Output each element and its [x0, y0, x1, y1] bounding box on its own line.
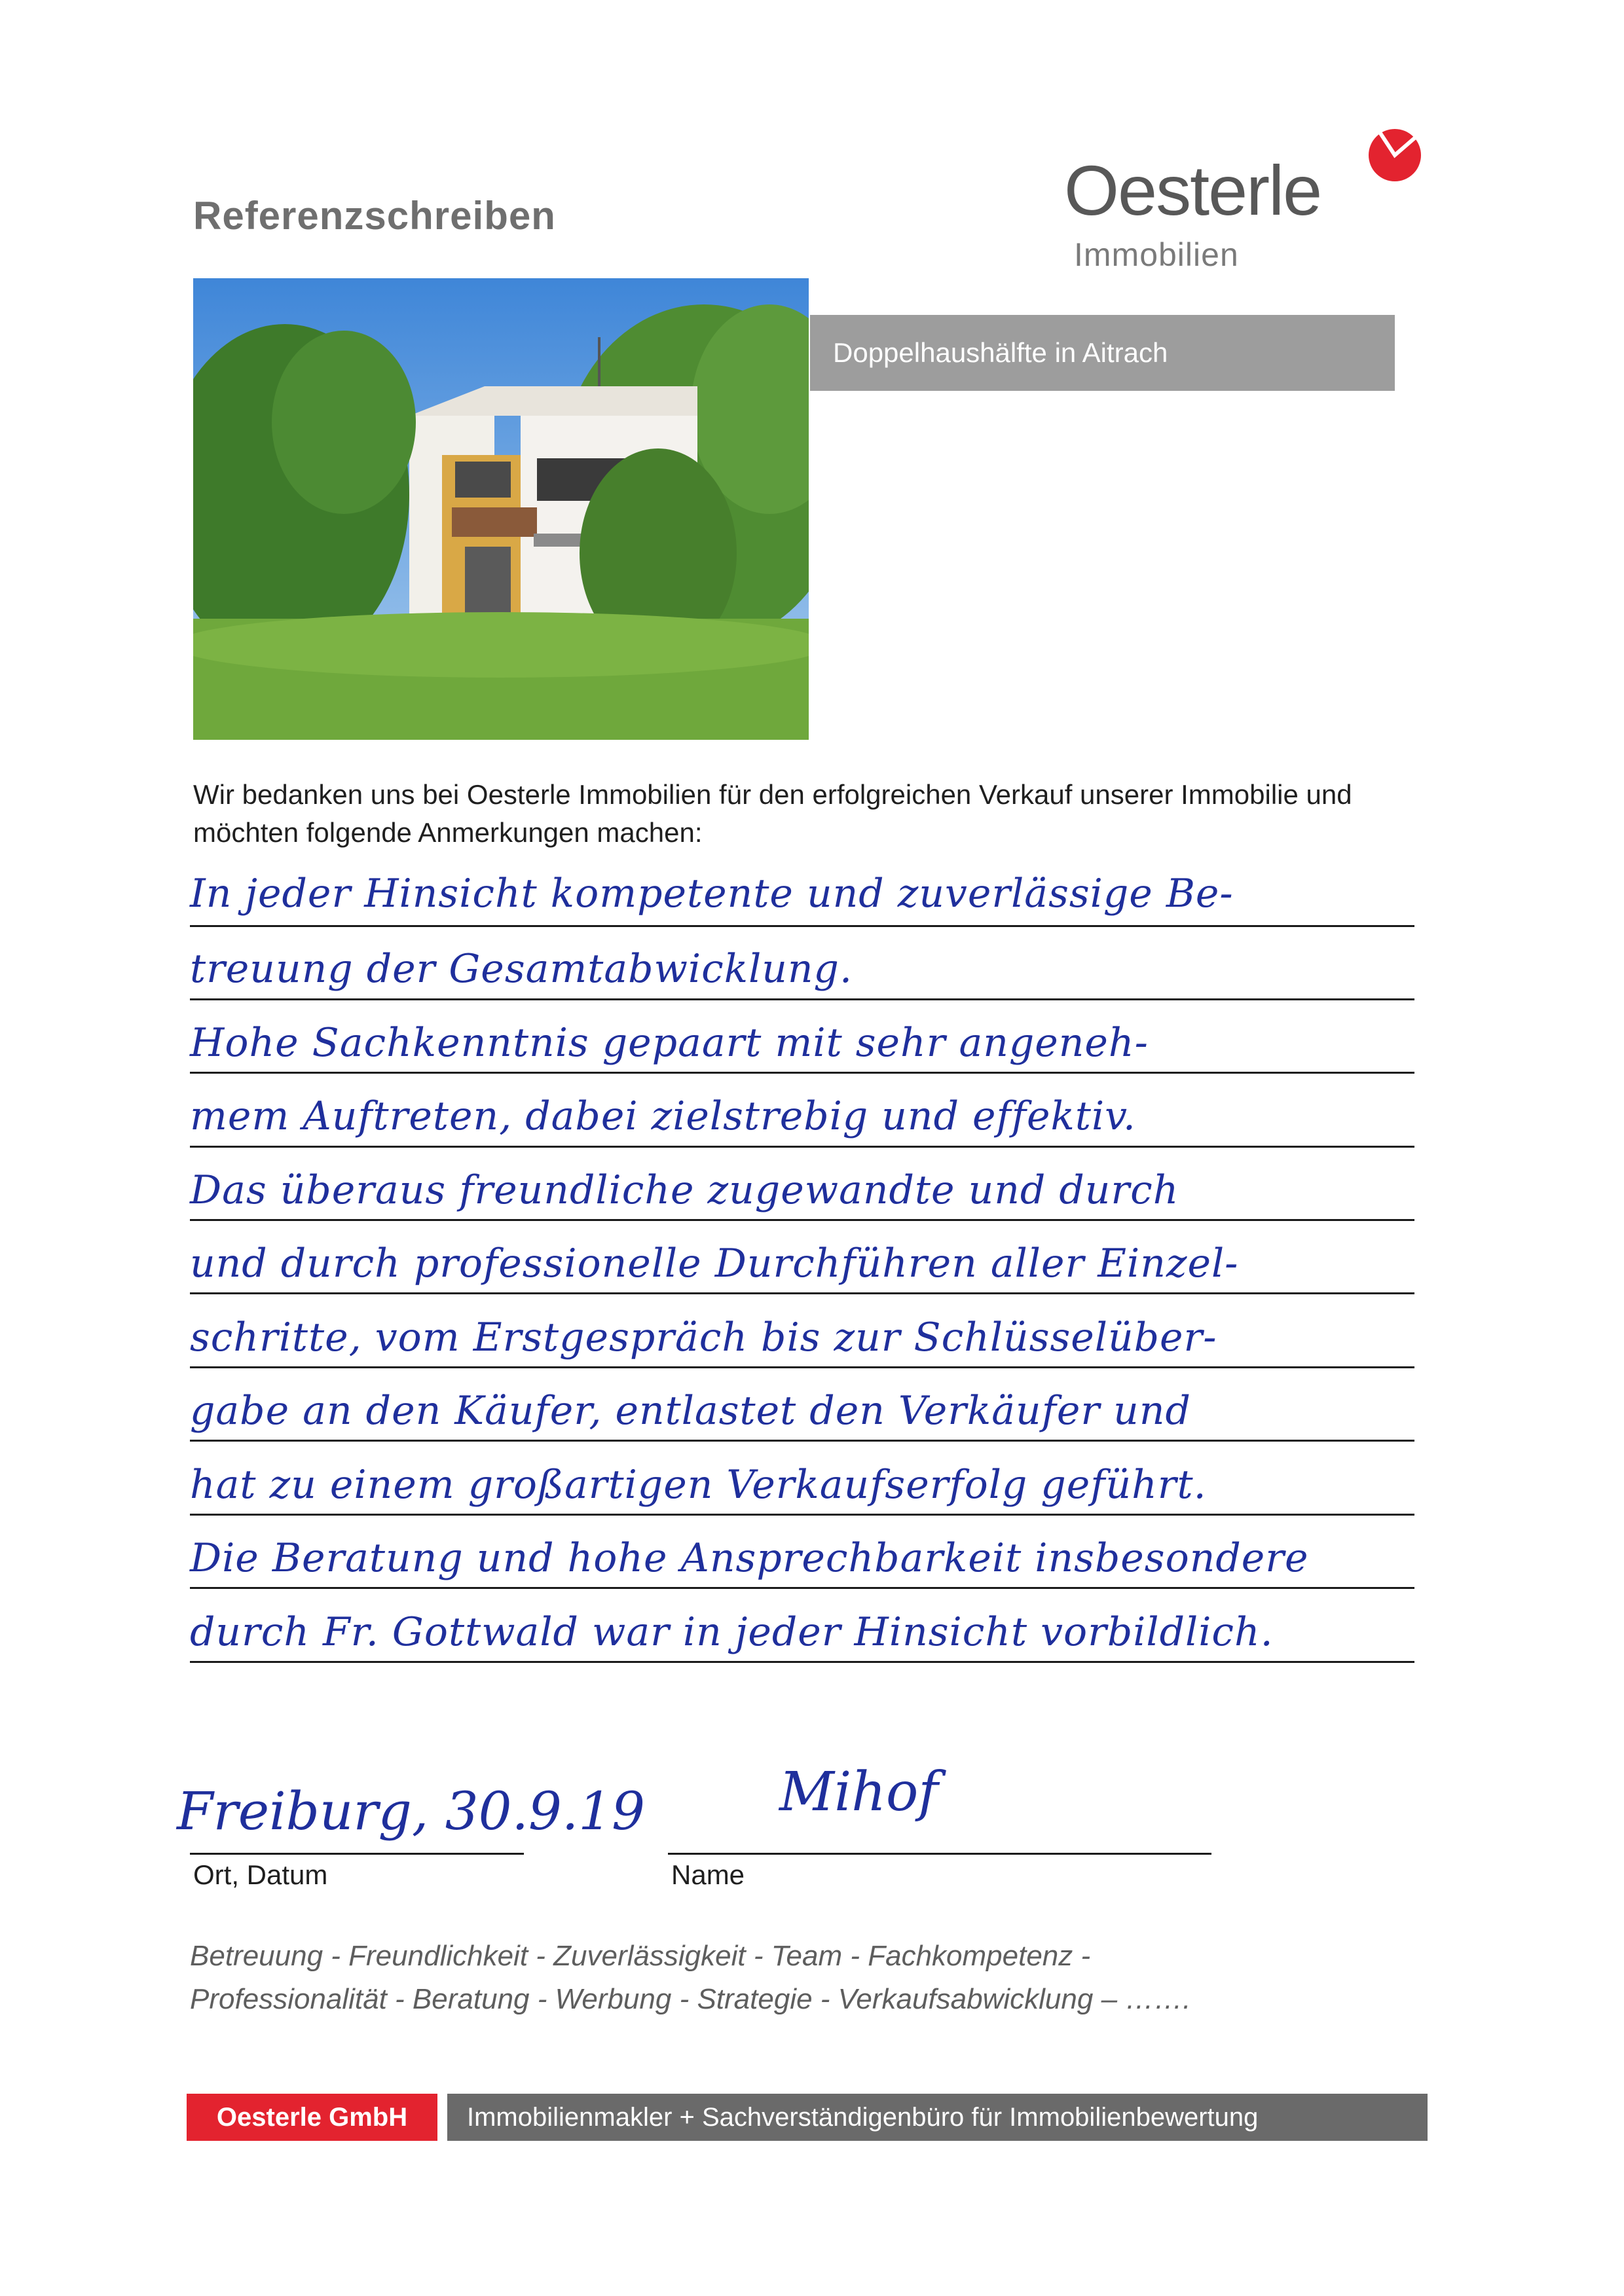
- handwriting-line: treuung der Gesamtabwicklung.: [190, 946, 853, 992]
- page-title: Referenzschreiben: [193, 194, 556, 238]
- handwriting-line: gabe an den Käufer, entlastet den Verkäufer und: [190, 1388, 1191, 1434]
- property-photo: [193, 278, 809, 740]
- writing-rule: [190, 925, 1414, 927]
- company-logo-subtitle: Immobilien: [1074, 236, 1239, 273]
- name-rule: [668, 1853, 1211, 1855]
- handwriting-line: mem Auftreten, dabei zielstrebig und effektiv.: [190, 1093, 1136, 1139]
- writing-rule: [190, 1366, 1414, 1368]
- name-label: Name: [671, 1859, 745, 1890]
- keywords-line-1: Betreuung - Freundlichkeit - Zuverlässigkeit - Team - Fachkompetenz -: [190, 1940, 1091, 1972]
- place-date-handwritten: Freiburg, 30.9.19: [177, 1781, 646, 1842]
- writing-rule: [190, 1440, 1414, 1442]
- handwriting-line: Die Beratung und hohe Ansprechbarkeit insbesondere: [190, 1535, 1309, 1581]
- intro-text: Wir bedanken uns bei Oesterle Immobilien für den erfolgreichen Verkauf unserer Immobilie und möchten folgende Anmerkungen machen:: [193, 779, 1352, 848]
- signature-handwritten: Mihof: [779, 1761, 938, 1823]
- handwriting-line: schritte, vom Erstgespräch bis zur Schlüsselüber-: [190, 1315, 1217, 1360]
- handwriting-line: durch Fr. Gottwald war in jeder Hinsicht vorbildlich.: [190, 1609, 1274, 1655]
- company-logo-name: Oesterle: [1064, 151, 1321, 230]
- writing-rule: [190, 1587, 1414, 1589]
- writing-rule: [190, 1219, 1414, 1221]
- handwriting-line: hat zu einem großartigen Verkaufserfolg geführt.: [190, 1462, 1207, 1508]
- keywords-line-2: Professionalität - Beratung - Werbung - Strategie - Verkaufsabwicklung – …….: [190, 1983, 1191, 2015]
- writing-rule: [190, 1514, 1414, 1516]
- handwriting-line: Hohe Sachkenntnis gepaart mit sehr angeneh-: [190, 1020, 1149, 1066]
- handwriting-line: Das überaus freundliche zugewandte und durch: [190, 1167, 1179, 1213]
- handwriting-line: und durch professionelle Durchführen aller Einzel-: [190, 1241, 1239, 1286]
- writing-rule: [190, 998, 1414, 1000]
- place-date-rule: [190, 1853, 524, 1855]
- writing-rule: [190, 1661, 1414, 1663]
- property-title-bar: Doppelhaushälfte in Aitrach: [810, 315, 1395, 391]
- writing-rule: [190, 1146, 1414, 1148]
- footer-tagline: Immobilienmakler + Sachverständigenbüro für Immobilienbewertung: [447, 2094, 1428, 2141]
- logo-mark-icon: [1365, 121, 1424, 187]
- handwriting-line: In jeder Hinsicht kompetente und zuverlässige Be-: [190, 871, 1234, 917]
- place-date-label: Ort, Datum: [193, 1859, 328, 1890]
- footer-company: Oesterle GmbH: [187, 2094, 437, 2141]
- writing-rule: [190, 1072, 1414, 1074]
- writing-rule: [190, 1292, 1414, 1294]
